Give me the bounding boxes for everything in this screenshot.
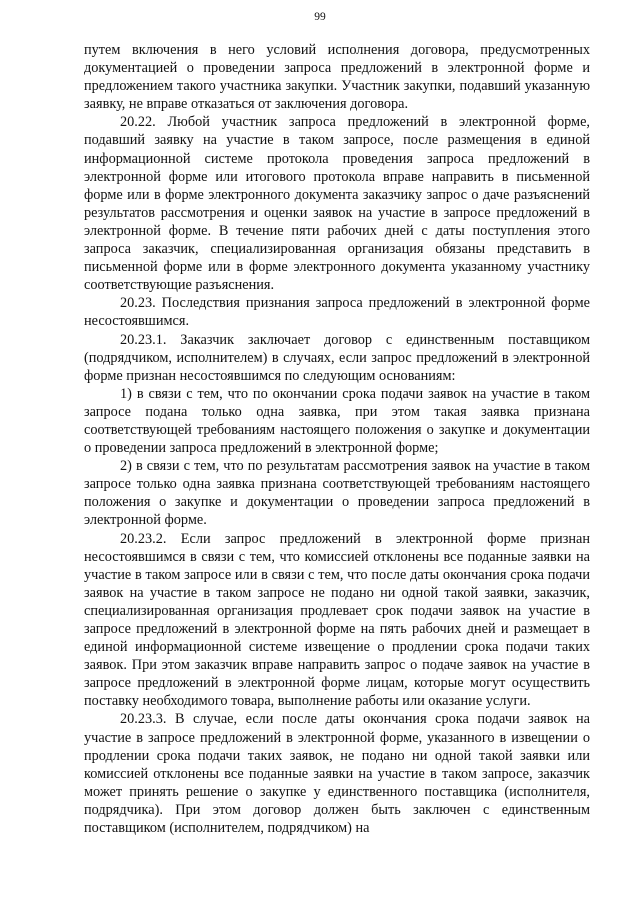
paragraph-20-23-2: 20.23.2. Если запрос предложений в электронной форме признан несостоявшимся в связи с тем, что комиссией отклонены все поданные заявки на участие в таком запросе или в связи с тем, что после даты окончания срока подачи заявок на участие в таком запросе не подано ни одной такой заявки, заказчик, специализированная организация продлевает срок подачи заявок на участие в запросе предложений в электронной форме на пять рабочих дней и размещает в единой информационной системе извещение о продлении срока подачи таких заявок. При этом заказчик вправе направить запрос о подаче заявок на участие в запросе предложений в электронной форме лицам, которые могут осуществить поставку необходимого товара, выполнение работы или оказание услуги.: [84, 530, 590, 710]
list-item-1: 1) в связи с тем, что по окончании срока подачи заявок на участие в таком запросе подана только одна заявка, при этом такая заявка признана соответствующей требованиям настоящего положения о закупке и документации о проведении запроса предложений в электронной форме;: [84, 385, 590, 457]
paragraph-20-23: 20.23. Последствия признания запроса предложений в электронной форме несостоявшимся.: [84, 295, 590, 330]
paragraph-continuation: путем включения в него условий исполнения договора, предусмотренных документацией о проведении запроса предложений в электронной форме и предложением такого участника закупки. Участник закупки, подавший указанную заявку, не вправе отказаться от заключения договора.: [84, 42, 590, 113]
paragraph-20-22: 20.22. Любой участник запроса предложений в электронной форме, подавший заявку на участие в таком запросе, после размещения в единой информационной системе протокола проведения запроса предложений в электронной форме или итогового протокола вправе направить в письменной форме или в форме электронного документа заказчику запрос о даче разъяснений результатов рассмотрения и оценки заявок на участие в запросе предложений в электронной форме. В течение пяти рабочих дней с даты поступления этого запроса заказчик, специализированная организация обязаны представить в письменной форме или в форме электронного документа указанному участнику соответствующие разъяснения.: [84, 114, 590, 294]
document-body: [84, 41, 590, 837]
paragraph-20-23-3: 20.23.3. В случае, если после даты окончания срока подачи заявок на участие в запросе предложений в электронной форме, указанного в извещении о продлении срока подачи таких заявок, не подано ни одной такой заявки или комиссией отклонены все поданные заявки на участие в таком запросе, заказчик может принять решение о закупке у единственного поставщика (исполнителя, подрядчика). При этом договор должен быть заключен с единственным поставщиком (исполнителем, подрядчиком) на: [84, 711, 590, 837]
paragraph-20-23-1: 20.23.1. Заказчик заключает договор с единственным поставщиком (подрядчиком, исполнителем) в случаях, если запрос предложений в электронной форме признан несостоявшимся по следующим основаниям:: [84, 331, 590, 384]
page-number: 99: [314, 11, 326, 23]
list-item-2: 2) в связи с тем, что по результатам рассмотрения заявок на участие в таком запросе только одна заявка признана соответствующей требованиям настоящего положения о закупке и документации о проведении запроса предложений в электронной форме.: [84, 458, 590, 529]
